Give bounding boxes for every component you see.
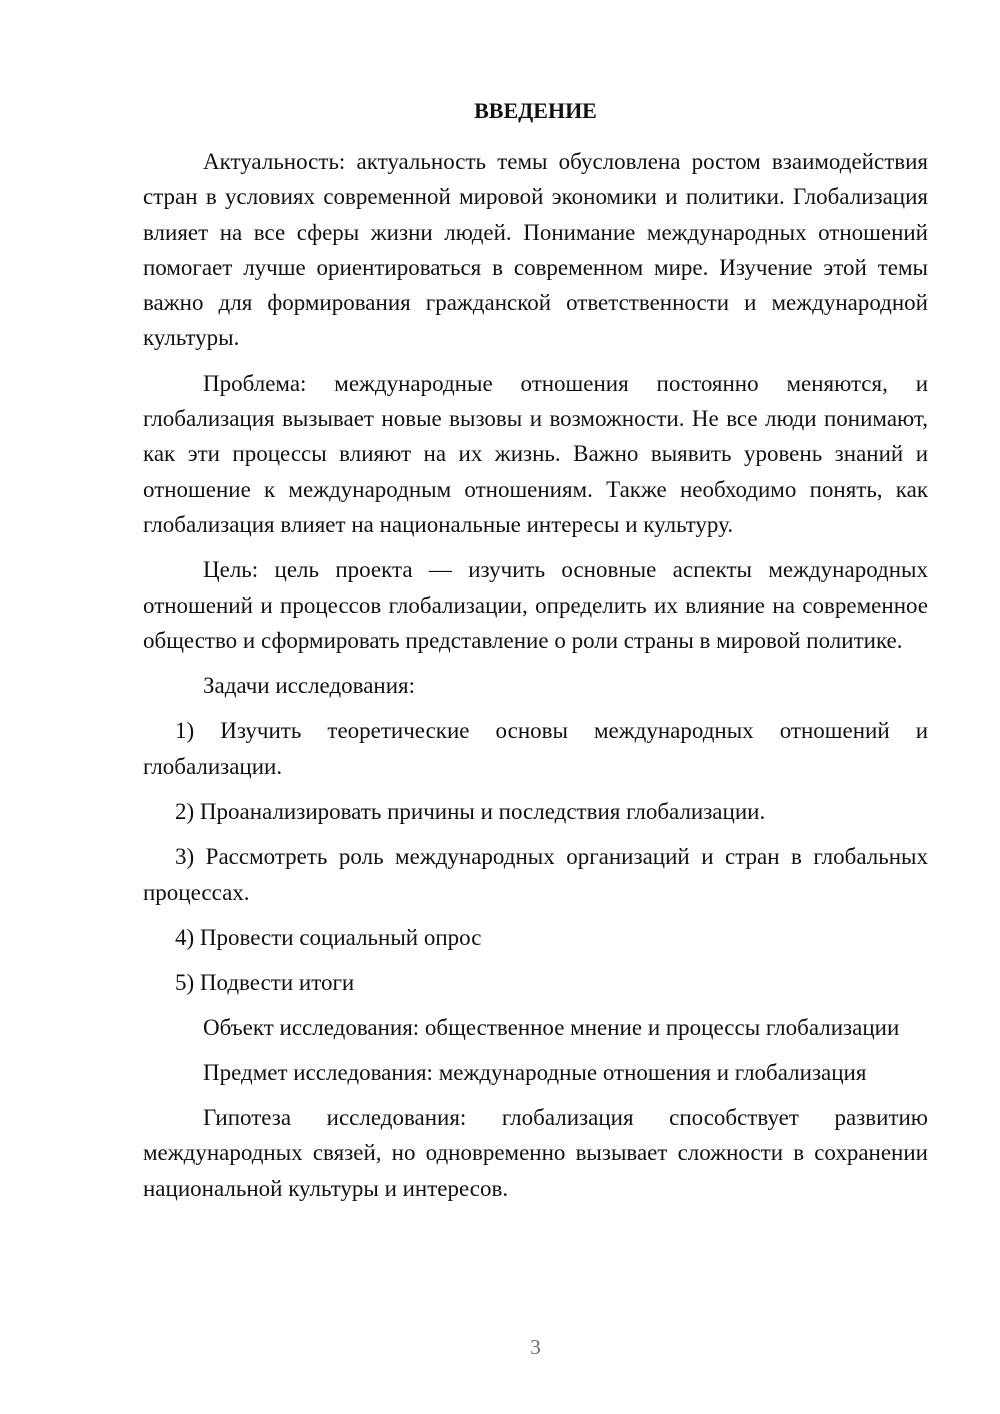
paragraph-hypothesis: Гипотеза исследования: глобализация способствует развитию международных связей, но одновременно вызывает сложности в сохранении национальной культуры и интересов. — [143, 1105, 928, 1201]
task-item-4: 4) Провести социальный опрос — [175, 924, 482, 950]
paragraph-goal: Цель: цель проекта — изучить основные аспекты международных отношений и процессов глобализации, определить их влияние на современное общество и сформировать представление о роли страны в мировой политике. — [143, 557, 928, 653]
paragraph-problem: Проблема: международные отношения постоянно меняются, и глобализация вызывает новые вызовы и возможности. Не все люди понимают, как эти процессы влияют на их жизнь. Важно выявить уровень знаний и отношение к международным отношениям. Также необходимо понять, как глобализация влияет на национальные интересы и культуру. — [143, 370, 928, 537]
task-item-3: 3) Рассмотреть роль международных организаций и стран в глобальных процессах. — [143, 844, 928, 905]
task-item-2: 2) Проанализировать причины и последствия глобализации. — [175, 799, 766, 825]
paragraph-relevance: Актуальность: актуальность темы обусловлена ростом взаимодействия стран в условиях современной мировой экономики и политики. Глобализация влияет на все сферы жизни людей. Понимание международных отношений помогает лучше ориентироваться в современном мире. Изучение этой темы важно для формирования гражданской ответственности и международной культуры. — [143, 149, 928, 351]
page-number: 3 — [530, 1335, 541, 1359]
paragraph-object: Объект исследования: общественное мнение и процессы глобализации — [203, 1014, 900, 1040]
task-item-5: 5) Подвести итоги — [175, 970, 355, 996]
section-title: ВВЕДЕНИЕ — [474, 98, 597, 123]
paragraph-subject: Предмет исследования: международные отношения и глобализация — [203, 1059, 867, 1085]
tasks-heading: Задачи исследования: — [203, 673, 416, 699]
task-item-1: 1) Изучить теоретические основы международных отношений и глобализации. — [143, 718, 928, 779]
body-text — [143, 144, 928, 1216]
